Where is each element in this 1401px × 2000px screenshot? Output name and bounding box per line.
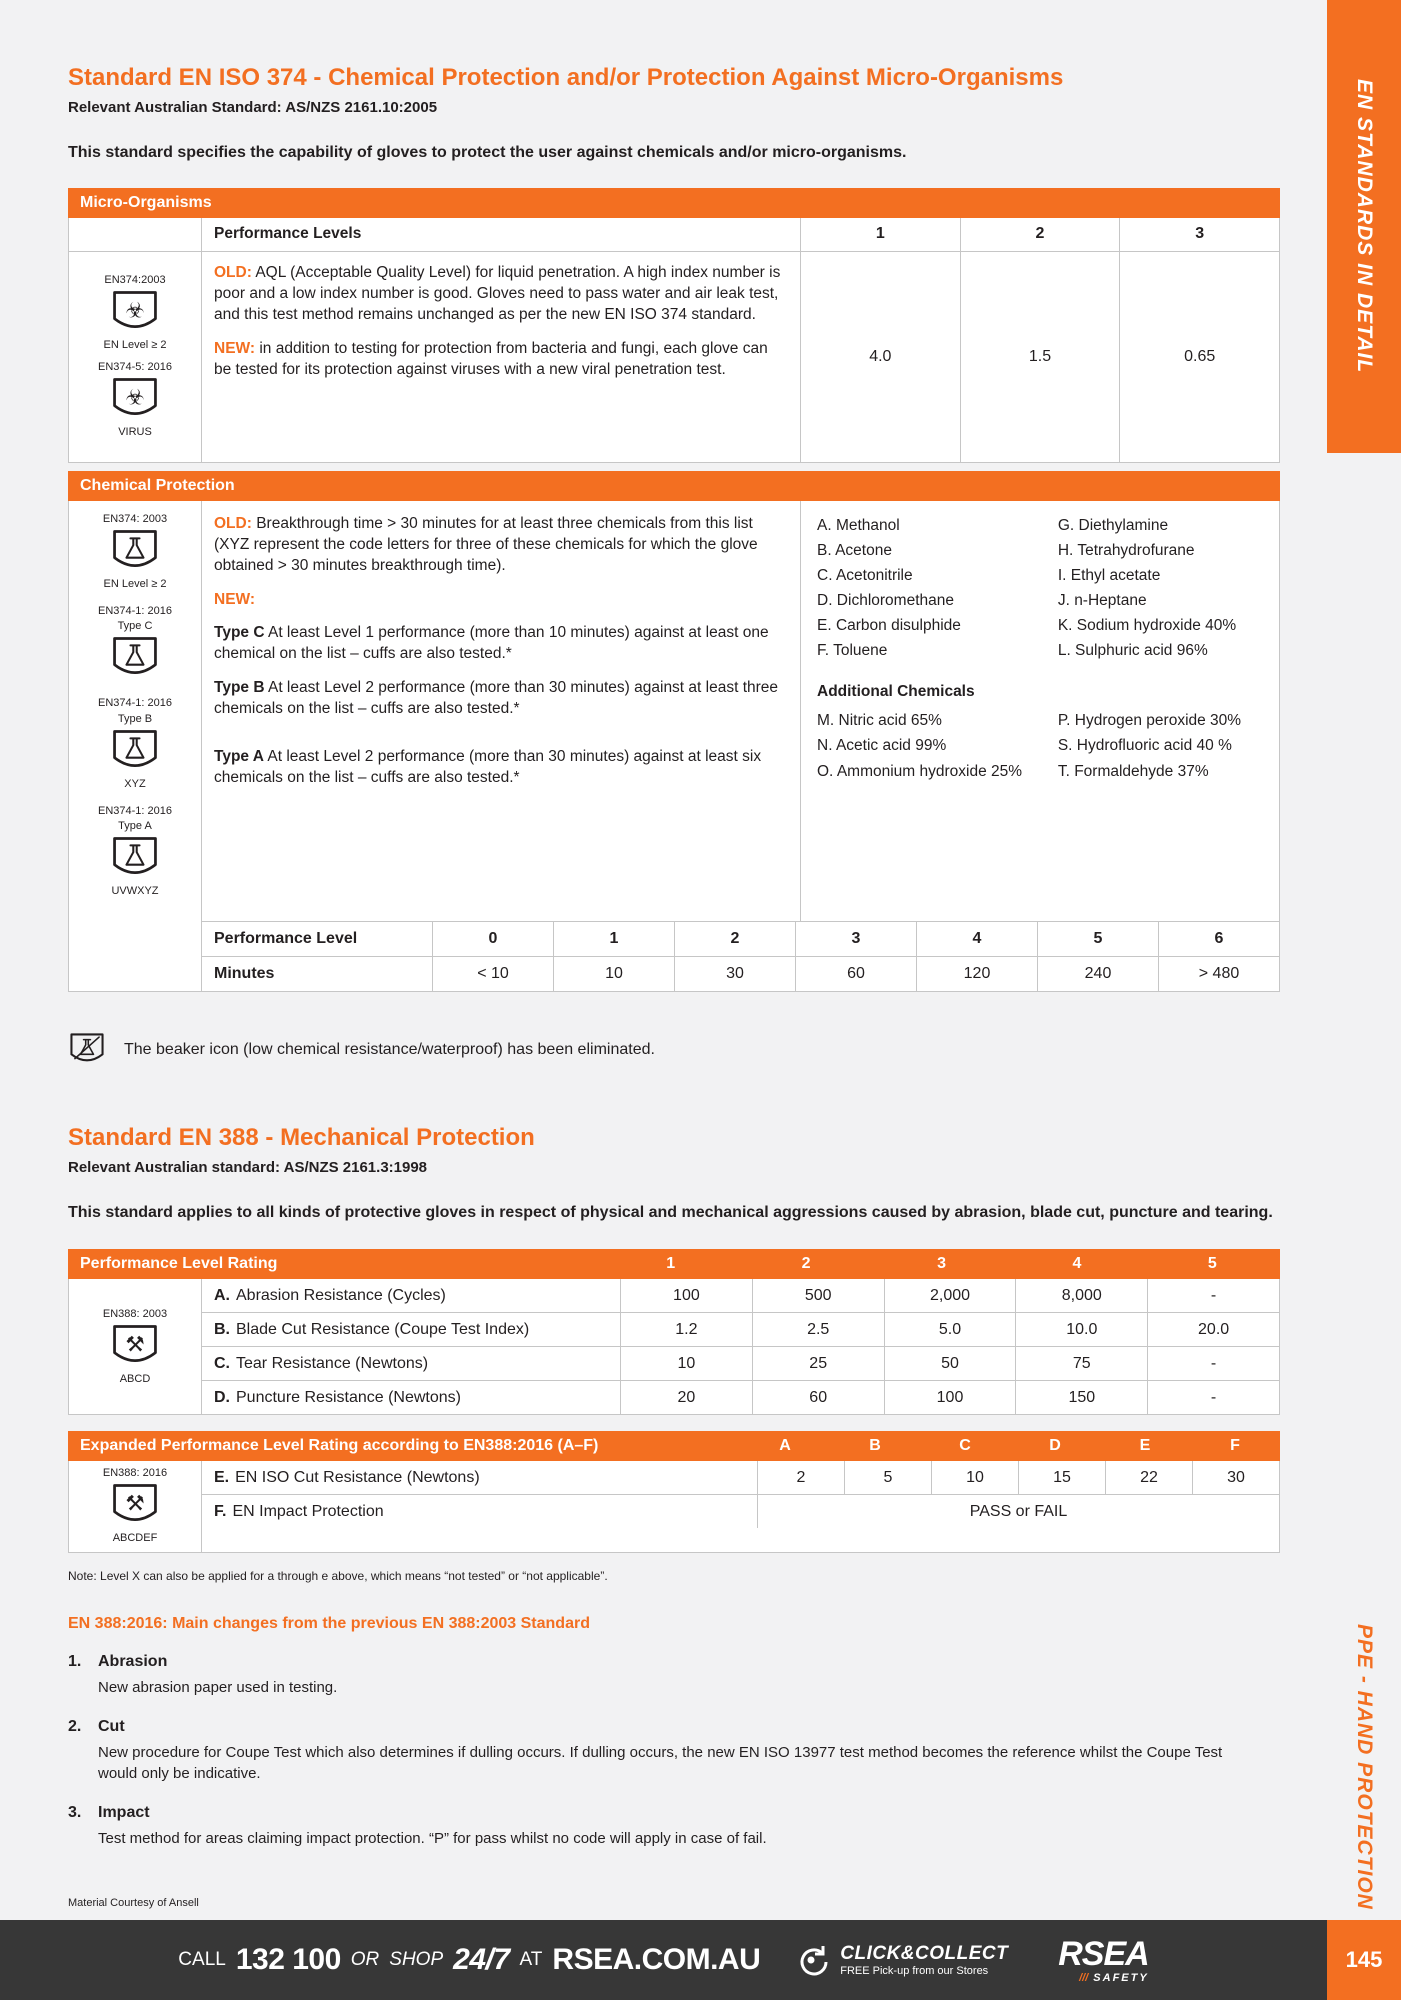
chemical-item: E. Carbon disulphide xyxy=(817,617,961,635)
type-c-text: At least Level 1 performance (more than 10 minutes) against at least one chemical on the list – cuffs are also tested.* xyxy=(214,624,769,663)
list-title: Abrasion xyxy=(98,1652,168,1670)
additional-list-column-2 xyxy=(1058,708,1263,783)
sidebar-top-text: EN STANDARDS IN DETAIL xyxy=(1353,79,1376,374)
type-a-name: Type A xyxy=(214,747,264,765)
en388-2003-pictogram-cell xyxy=(69,1279,202,1414)
aql-value-1: 4.0 xyxy=(801,252,961,462)
list-item-cut xyxy=(68,1718,1280,1784)
row-name xyxy=(202,1461,758,1494)
click-collect-text xyxy=(840,1943,1008,1977)
minutes-5: 240 xyxy=(1038,957,1159,991)
chemical-list-column-1 xyxy=(817,513,1058,664)
list-number: 1. xyxy=(68,1652,82,1670)
pictogram-en388-2003 xyxy=(103,1308,167,1386)
chemical-item: I. Ethyl acetate xyxy=(1057,566,1161,584)
minutes-3: 60 xyxy=(796,957,917,991)
row-label: Puncture Resistance (Newtons) xyxy=(236,1388,461,1406)
performance-levels-label: Performance Levels xyxy=(202,218,801,251)
expanded-col-c: C xyxy=(959,1437,971,1455)
cell-value: 5.0 xyxy=(885,1313,1017,1346)
pictogram-en374-2003-micro xyxy=(104,274,167,352)
chemical-item: C. Acetonitrile xyxy=(817,566,913,584)
aql-value-2: 1.5 xyxy=(961,252,1121,462)
chemical-item: P. Hydrogen peroxide 30% xyxy=(1057,712,1242,730)
cell-value: - xyxy=(1210,1388,1217,1406)
pictogram-label: XYZ xyxy=(124,777,146,790)
row-label: Tear Resistance (Newtons) xyxy=(236,1354,429,1372)
chemical-item: B. Acetone xyxy=(817,541,892,559)
expanded-col-b: B xyxy=(869,1437,881,1455)
list-number: 3. xyxy=(68,1803,82,1821)
micro-organisms-table xyxy=(68,218,1280,463)
perf-level-5: 5 xyxy=(1038,922,1159,956)
list-item-abrasion xyxy=(68,1653,1280,1698)
expanded-rating-header-row xyxy=(68,1431,1280,1461)
cell-value: 10 xyxy=(932,1461,1019,1494)
row-label: Abrasion Resistance (Cycles) xyxy=(236,1286,446,1304)
expanded-rating-title: Expanded Performance Level Rating according to EN388:2016 (A–F) xyxy=(80,1437,599,1455)
beaker-note xyxy=(68,1030,1280,1070)
row-prefix: B. xyxy=(214,1320,230,1338)
pictogram-en374-1-type-b xyxy=(98,697,172,791)
footer-bar xyxy=(0,1920,1327,2000)
chemical-item: M. Nitric acid 65% xyxy=(817,712,942,730)
row-name xyxy=(202,1381,621,1414)
chemical-list-cell xyxy=(801,501,1279,921)
cell-value: 20.0 xyxy=(1198,1320,1230,1338)
pictogram-en374-5-2016-virus xyxy=(98,361,172,439)
shop-label: SHOP xyxy=(389,1949,444,1970)
flask-shield-icon xyxy=(110,635,160,683)
pictogram-label: EN Level ≥ 2 xyxy=(103,577,167,590)
minutes-1: 10 xyxy=(554,957,675,991)
perf-level-1: 1 xyxy=(554,922,675,956)
row-prefix: A. xyxy=(214,1286,230,1304)
pictogram-label: Type C xyxy=(117,620,153,633)
footer-call-line xyxy=(178,1943,760,1977)
row-prefix: D. xyxy=(214,1388,230,1406)
chemical-item: K. Sodium hydroxide 40% xyxy=(1057,617,1237,635)
performance-rating-header-row xyxy=(68,1249,1280,1279)
performance-rating-table xyxy=(68,1279,1280,1415)
chemical-item: D. Dichloromethane xyxy=(817,591,954,609)
type-b-name: Type B xyxy=(214,678,265,696)
list-text: New procedure for Coupe Test which also determines if dulling occurs. If dulling occurs, the new EN ISO 13977 test method becomes the reference whilst the Coupe Test would only be indicative. xyxy=(98,1743,1223,1782)
old-text: Breakthrough time > 30 minutes for at least three chemicals from this list (XYZ represent the code letters for three of these chemicals for which the glove obtained > 30 minutes breakthrough time). xyxy=(214,514,758,575)
perf-level-2: 2 xyxy=(675,922,796,956)
pictogram-label: EN374-5: 2016 xyxy=(98,360,172,373)
row-label: EN ISO Cut Resistance (Newtons) xyxy=(235,1468,480,1486)
chemical-item: A. Methanol xyxy=(817,516,900,534)
pictogram-label: ABCDEF xyxy=(112,1532,158,1545)
header-icon-cell xyxy=(69,218,202,251)
pictogram-en374-1-type-a xyxy=(98,805,172,899)
level-col-2: 2 xyxy=(961,218,1121,251)
row-name xyxy=(202,1313,621,1346)
click-and-collect xyxy=(794,1942,1008,1978)
performance-rating-title: Performance Level Rating xyxy=(80,1255,278,1273)
aql-value-3: 0.65 xyxy=(1184,347,1216,365)
rsea-logo xyxy=(1058,1934,1149,1984)
table-row-impact xyxy=(202,1495,1279,1528)
additional-list-column-1 xyxy=(817,708,1058,783)
logo-safety-label: SAFETY xyxy=(1093,1971,1149,1984)
micro-organisms-header: Micro-Organisms xyxy=(68,188,1280,218)
chemical-protection-header: Chemical Protection xyxy=(68,471,1280,501)
pictogram-label: EN388: 2003 xyxy=(102,1307,168,1320)
table-row xyxy=(69,252,1279,462)
cell-value: 5 xyxy=(845,1461,932,1494)
flask-shield-icon xyxy=(110,528,160,576)
chemical-description-cell xyxy=(202,501,801,921)
expanded-col-d: D xyxy=(1049,1437,1061,1455)
svg-text:☣: ☣ xyxy=(125,298,145,324)
click-collect-subtitle: FREE Pick-up from our Stores xyxy=(840,1964,989,1977)
call-label: CALL xyxy=(178,1949,226,1970)
chemical-item: S. Hydrofluoric acid 40 % xyxy=(1057,737,1232,755)
micro-pictogram-cell xyxy=(69,252,202,462)
click-collect-icon xyxy=(794,1942,830,1978)
pictogram-label: EN374-1: 2016 xyxy=(98,604,172,617)
type-a-text: At least Level 2 performance (more than 30 minutes) against at least six chemicals on the list – cuffs are also tested.* xyxy=(214,747,762,786)
cell-value: 10.0 xyxy=(1016,1313,1148,1346)
cell-value: 30 xyxy=(1227,1468,1245,1486)
list-title: Cut xyxy=(98,1717,125,1735)
logo-slashes: /// xyxy=(1079,1971,1089,1984)
page-number: 145 xyxy=(1345,1947,1383,1972)
type-c-paragraph xyxy=(214,622,788,665)
cell-value: 1.2 xyxy=(621,1313,753,1346)
or-label: OR xyxy=(350,1949,380,1970)
pictogram-label: EN388: 2016 xyxy=(102,1467,168,1480)
section-subtitle-standard: Relevant Australian Standard: AS/NZS 2161.10:2005 xyxy=(68,99,438,116)
chemical-pictogram-column xyxy=(69,501,202,991)
pass-fail-cell: PASS or FAIL xyxy=(969,1502,1068,1520)
expanded-col-a: A xyxy=(779,1437,791,1455)
rsea-logo-subtext xyxy=(1079,1973,1149,1984)
rating-col-4: 4 xyxy=(1072,1255,1082,1273)
type-b-text: At least Level 2 performance (more than 30 minutes) against at least three chemicals on the list – cuffs are also tested.* xyxy=(214,678,779,718)
at-label: AT xyxy=(519,1949,543,1970)
table-header-row xyxy=(69,218,1279,252)
list-body xyxy=(98,1653,337,1698)
chemical-item: O. Ammonium hydroxide 25% xyxy=(817,762,1023,780)
chemical-item: L. Sulphuric acid 96% xyxy=(1057,642,1208,660)
list-body xyxy=(98,1804,767,1849)
cell-value: 100 xyxy=(621,1279,753,1312)
performance-level-label: Performance Level xyxy=(202,922,433,956)
type-b-paragraph xyxy=(214,677,788,720)
biohazard-shield-icon xyxy=(110,376,160,424)
type-a-paragraph xyxy=(214,746,788,789)
expanded-rating-table xyxy=(68,1461,1280,1552)
section-subtitle-standard: Relevant Australian standard: AS/NZS 2161.3:1998 xyxy=(68,1158,428,1176)
pictogram-label: ABCD xyxy=(119,1372,151,1385)
table-row-tear xyxy=(202,1347,1279,1381)
expanded-col-f: F xyxy=(1230,1437,1240,1455)
cell-value: 22 xyxy=(1106,1461,1193,1494)
sidebar-section-label-top xyxy=(1327,0,1401,453)
level-col-1: 1 xyxy=(801,218,961,251)
level-x-note: Note: Level X can also be applied for a through e above, which means “not tested” or “not applicable”. xyxy=(68,1568,608,1583)
cell-value: 8,000 xyxy=(1016,1279,1148,1312)
website-url: RSEA.COM.AU xyxy=(552,1943,761,1976)
section-description: This standard specifies the capability of gloves to protect the user against chemicals and/or micro-organisms. xyxy=(68,144,907,161)
flask-shield-icon xyxy=(110,728,160,776)
flask-shield-icon xyxy=(110,835,160,883)
cell-value: 2.5 xyxy=(753,1313,885,1346)
type-c-name: Type C xyxy=(214,624,265,642)
pictogram-label: EN Level ≥ 2 xyxy=(103,339,167,352)
new-paragraph xyxy=(214,338,788,381)
chemical-item: F. Toluene xyxy=(817,642,888,660)
section-title-en-iso-374: Standard EN ISO 374 - Chemical Protection and/or Protection Against Micro-Organisms xyxy=(68,64,1064,91)
page-number-badge xyxy=(1327,1920,1401,2000)
beaker-eliminated-icon xyxy=(68,1030,106,1070)
list-body xyxy=(98,1718,1258,1784)
perf-level-3: 3 xyxy=(796,922,917,956)
svg-text:⚒: ⚒ xyxy=(125,1491,145,1517)
old-paragraph xyxy=(214,262,788,326)
micro-description-cell xyxy=(202,252,801,462)
list-title: Impact xyxy=(98,1803,150,1821)
cell-value: 2 xyxy=(758,1461,845,1494)
chemical-item: J. n-Heptane xyxy=(1057,591,1147,609)
minutes-row xyxy=(202,957,1279,991)
beaker-note-text: The beaker icon (low chemical resistance/waterproof) has been eliminated. xyxy=(124,1040,655,1058)
rsea-logo-text: RSEA xyxy=(1058,1934,1149,1973)
chemical-list-column-2 xyxy=(1058,513,1263,664)
perf-level-0: 0 xyxy=(433,922,554,956)
minutes-0: < 10 xyxy=(433,957,554,991)
minutes-4: 120 xyxy=(917,957,1038,991)
pictogram-label: Type B xyxy=(117,712,153,725)
cell-value: 500 xyxy=(753,1279,885,1312)
perf-level-4: 4 xyxy=(917,922,1038,956)
svg-text:⚒: ⚒ xyxy=(125,1332,145,1358)
row-name xyxy=(202,1347,621,1380)
cell-value: 150 xyxy=(1016,1381,1148,1414)
cell-value: 20 xyxy=(621,1381,753,1414)
pictogram-label: UVWXYZ xyxy=(111,885,159,898)
cell-value: 2,000 xyxy=(885,1279,1017,1312)
cell-value: 100 xyxy=(885,1381,1017,1414)
pictogram-label: VIRUS xyxy=(118,425,152,438)
minutes-label: Minutes xyxy=(202,957,433,991)
table-row-blade-cut xyxy=(202,1313,1279,1347)
list-text: Test method for areas claiming impact protection. “P” for pass whilst no code will apply in case of fail. xyxy=(98,1829,767,1847)
list-text: New abrasion paper used in testing. xyxy=(98,1678,338,1696)
row-label: Blade Cut Resistance (Coupe Test Index) xyxy=(236,1320,530,1338)
section-description: This standard applies to all kinds of protective gloves in respect of physical and mechanical aggressions caused by abrasion, blade cut, puncture and tearing. xyxy=(68,1203,1273,1221)
new-text: in addition to testing for protection from bacteria and fungi, each glove can be tested for its protection against viruses with a new viral penetration test. xyxy=(214,339,768,379)
chemical-item: G. Diethylamine xyxy=(1057,516,1169,534)
biohazard-shield-icon xyxy=(110,289,160,337)
pictogram-label: EN374:2003 xyxy=(104,274,166,287)
cell-value: 50 xyxy=(885,1347,1017,1380)
additional-chemicals-label: Additional Chemicals xyxy=(817,683,975,701)
new-label: NEW: xyxy=(214,590,256,608)
svg-text:☣: ☣ xyxy=(125,385,145,411)
changes-heading: EN 388:2016: Main changes from the previous EN 388:2003 Standard xyxy=(68,1614,590,1632)
row-prefix: F. xyxy=(214,1502,227,1520)
cell-value: 15 xyxy=(1019,1461,1106,1494)
cell-value: 25 xyxy=(753,1347,885,1380)
table-row-iso-cut xyxy=(202,1461,1279,1495)
row-name xyxy=(202,1495,758,1528)
sidebar-bottom-text: PPE - HAND PROTECTION xyxy=(1353,1624,1376,1910)
pictogram-label: EN374: 2003 xyxy=(102,512,168,525)
pictogram-label: Type A xyxy=(118,820,152,833)
old-text: AQL (Acceptable Quality Level) for liquid penetration. A high index number is poor and a low index number is good. Gloves need to pass water and air leak test, and this test method remains unchanged as per the new EN ISO 374 standard. xyxy=(214,263,781,324)
perf-level-6: 6 xyxy=(1214,929,1224,947)
rating-col-3: 3 xyxy=(937,1255,946,1273)
click-collect-title: CLICK&COLLECT xyxy=(840,1942,1009,1964)
performance-level-row xyxy=(202,922,1279,957)
pictogram-label: EN374-1: 2016 xyxy=(98,697,172,710)
chemical-item: T. Formaldehyde 37% xyxy=(1057,762,1209,780)
rating-col-2: 2 xyxy=(801,1255,811,1273)
cell-value: - xyxy=(1210,1286,1217,1304)
pictogram-label: EN374-1: 2016 xyxy=(98,804,172,817)
table-row-abrasion xyxy=(202,1279,1279,1313)
hammer-shield-icon xyxy=(110,1482,160,1530)
new-label: NEW: xyxy=(214,339,256,357)
chemical-item: N. Acetic acid 99% xyxy=(817,737,947,755)
row-prefix: E. xyxy=(214,1468,230,1486)
chemical-item: H. Tetrahydrofurane xyxy=(1057,541,1195,559)
cell-value: 60 xyxy=(753,1381,885,1414)
old-label: OLD: xyxy=(214,514,252,532)
pictogram-en374-1-type-c xyxy=(98,605,172,683)
sidebar-section-label-bottom xyxy=(1327,1480,1401,1910)
247-label: 24/7 xyxy=(453,1943,510,1976)
rating-col-1: 1 xyxy=(666,1255,676,1273)
row-label: EN Impact Protection xyxy=(232,1502,384,1520)
old-label: OLD: xyxy=(214,263,252,281)
expanded-col-e: E xyxy=(1139,1437,1151,1455)
cell-value: - xyxy=(1210,1354,1217,1372)
old-paragraph xyxy=(214,513,788,577)
page-content xyxy=(68,0,1280,1909)
minutes-6: > 480 xyxy=(1198,964,1240,982)
pictogram-en388-2016 xyxy=(103,1467,167,1545)
material-credit: Material Courtesy of Ansell xyxy=(68,1896,199,1909)
hammer-shield-icon xyxy=(110,1323,160,1371)
en388-2016-pictogram-cell xyxy=(69,1461,202,1551)
cell-value: 10 xyxy=(621,1347,753,1380)
cell-value: 75 xyxy=(1016,1347,1148,1380)
row-prefix: C. xyxy=(214,1354,230,1372)
rating-col-5: 5 xyxy=(1207,1255,1217,1273)
level-col-3: 3 xyxy=(1195,225,1205,243)
chemical-protection-table xyxy=(68,501,1280,992)
pictogram-en374-2003-chem xyxy=(103,513,167,591)
new-label-line xyxy=(214,589,788,610)
phone-number: 132 100 xyxy=(235,1943,341,1976)
minutes-2: 30 xyxy=(675,957,796,991)
list-number: 2. xyxy=(68,1717,82,1735)
list-item-impact xyxy=(68,1804,1280,1849)
table-row-puncture xyxy=(202,1381,1279,1414)
section-title-en-388: Standard EN 388 - Mechanical Protection xyxy=(68,1123,535,1151)
row-name xyxy=(202,1279,621,1312)
